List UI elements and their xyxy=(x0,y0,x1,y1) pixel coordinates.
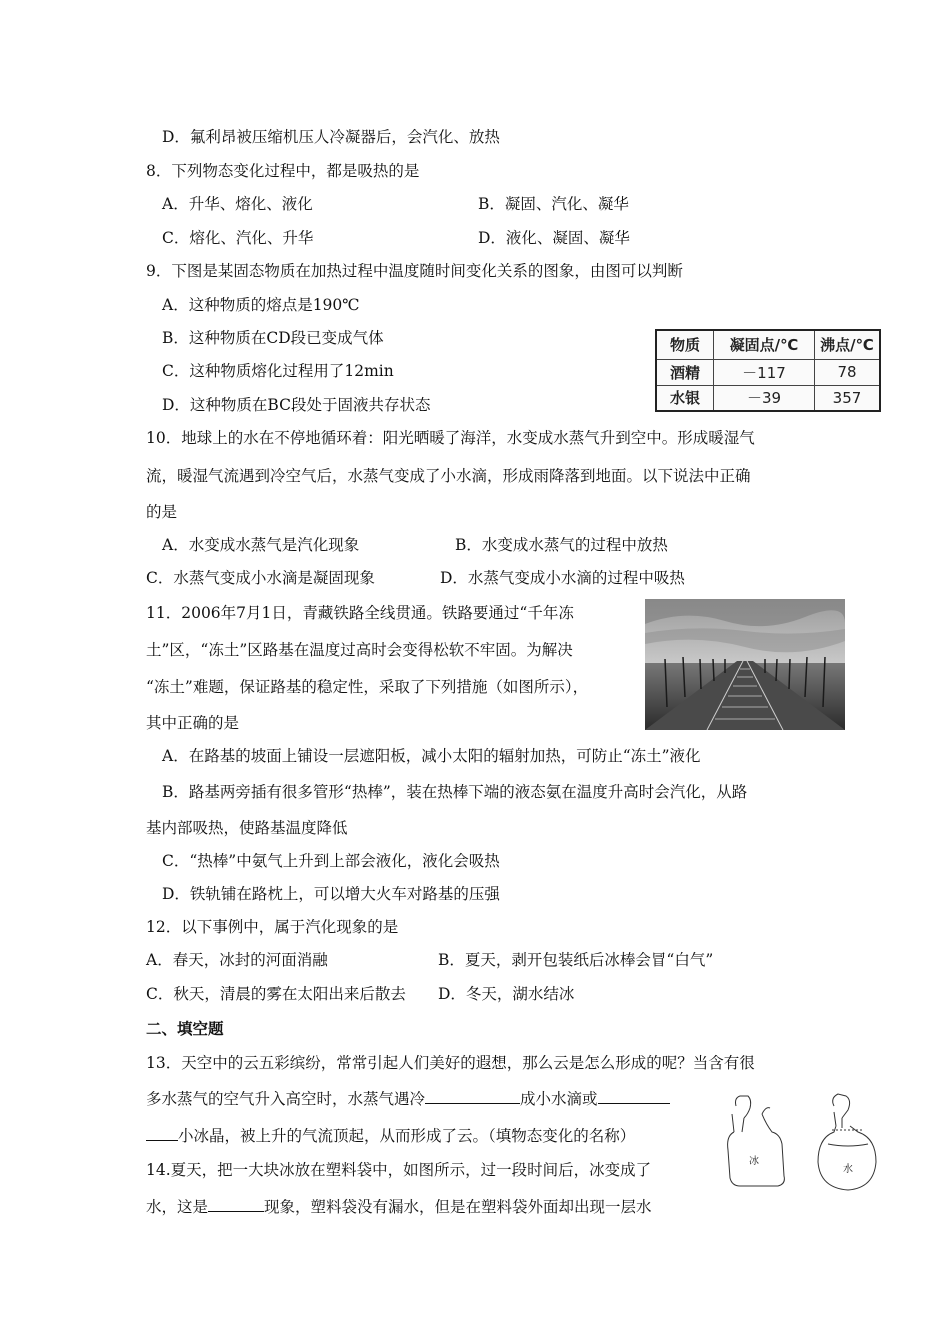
q8-option-c: C．熔化、汽化、升华 xyxy=(162,229,314,247)
q11-option-b-line-2: 基内部吸热，使路基温度降低 xyxy=(146,819,348,837)
q12-option-a: A．春天，冰封的河面消融 xyxy=(146,951,328,969)
q14-line-2 xyxy=(146,1197,652,1217)
table-cell: 357 xyxy=(815,385,881,411)
q14-line-1: 14.夏天，把一大块冰放在塑料袋中，如图所示，过一段时间后，冰变成了 xyxy=(146,1161,652,1179)
q7-option-d: D．氟利昂被压缩机压人冷凝器后，会汽化、放热 xyxy=(162,128,500,146)
q13-line-3 xyxy=(146,1126,635,1146)
q9-option-b: B．这种物质在CD段已变成气体 xyxy=(162,329,384,347)
q12-option-d: D．冬天，湖水结冰 xyxy=(438,985,575,1003)
q8-option-b: B．凝固、汽化、凝华 xyxy=(478,195,629,213)
table-header-freezing-point: 凝固点/℃ xyxy=(714,330,815,359)
q12-option-c: C．秋天，清晨的雾在太阳出来后散去 xyxy=(146,985,406,1003)
q11-option-b-line-1: B．路基两旁插有很多管形“热棒”，装在热棒下端的液态氨在温度升高时会汽化，从路 xyxy=(162,783,748,801)
q12-stem: 12．以下事例中，属于汽化现象的是 xyxy=(146,918,399,936)
q10-line-2: 流，暖湿气流遇到冷空气后，水蒸气变成了小水滴，形成雨降落到地面。以下说法中正确 xyxy=(146,467,751,485)
answer-blank[interactable] xyxy=(598,1089,670,1104)
q10-option-b: B．水变成水蒸气的过程中放热 xyxy=(455,536,668,554)
q11-option-a: A．在路基的坡面上铺设一层遮阳板，减小太阳的辐射加热，可防止“冻土”液化 xyxy=(162,747,701,765)
q8-option-a: A．升华、熔化、液化 xyxy=(162,195,313,213)
answer-blank[interactable] xyxy=(208,1197,264,1212)
q14-line-2-rest: 现象，塑料袋没有漏水，但是在塑料袋外面却出现一层水 xyxy=(264,1198,652,1216)
table-header-substance: 物质 xyxy=(656,330,714,359)
water-label: 水 xyxy=(843,1164,853,1175)
q10-line-1: 10．地球上的水在不停地循环着：阳光晒暖了海洋，水变成水蒸气升到空中。形成暖湿气 xyxy=(146,429,755,447)
ice-label: 冰 xyxy=(749,1156,759,1167)
q13-line-1: 13．天空中的云五彩缤纷，常常引起人们美好的遐想，那么云是怎么形成的呢？当含有很 xyxy=(146,1054,755,1072)
table-header-boiling-point: 沸点/℃ xyxy=(815,330,881,359)
table-cell: －39 xyxy=(714,385,815,411)
q11-line-1: 11．2006年7月1日，青藏铁路全线贯通。铁路要通过“千年冻 xyxy=(146,604,574,622)
table-cell: －117 xyxy=(714,359,815,385)
q11-option-c: C．“热棒”中氨气上升到上部会液化，液化会吸热 xyxy=(162,852,500,870)
q8-stem: 8．下列物态变化过程中，都是吸热的是 xyxy=(146,162,420,180)
q11-option-d: D．铁轨铺在路枕上，可以增大火车对路基的压强 xyxy=(162,885,500,903)
q9-option-c: C．这种物质熔化过程用了12min xyxy=(162,362,394,380)
q11-line-3: “冻土”难题，保证路基的稳定性，采取了下列措施（如图所示）， xyxy=(146,678,589,696)
q10-option-c: C．水蒸气变成小水滴是凝固现象 xyxy=(146,569,375,587)
q10-line-3: 的是 xyxy=(146,503,178,521)
q9-option-a: A．这种物质的熔点是190℃ xyxy=(162,296,360,314)
q9-stem: 9．下图是某固态物质在加热过程中温度随时间变化关系的图象，由图可以判断 xyxy=(146,262,683,280)
q10-option-d: D．水蒸气变成小水滴的过程中吸热 xyxy=(440,569,685,587)
q13-line-3-text: 小冰晶，被上升的气流顶起，从而形成了云。（填物态变化的名称） xyxy=(178,1127,636,1145)
table-cell: 78 xyxy=(815,359,881,385)
q11-line-2: 土”区，“冻土”区路基在温度过高时会变得松软不牢固。为解决 xyxy=(146,641,573,659)
railway-photo xyxy=(645,599,845,730)
q13-line-2-mid: 成小水滴或 xyxy=(520,1090,598,1108)
answer-blank[interactable] xyxy=(425,1089,520,1104)
q14-line-2-start: 水，这是 xyxy=(146,1198,209,1216)
melting-boiling-table xyxy=(655,329,881,412)
q13-line-2 xyxy=(146,1089,670,1109)
q11-line-4: 其中正确的是 xyxy=(146,714,240,732)
q8-option-d: D．液化、凝固、凝华 xyxy=(478,229,630,247)
q10-option-a: A．水变成水蒸气是汽化现象 xyxy=(162,536,360,554)
q12-option-b: B．夏天，剥开包装纸后冰棒会冒“白气” xyxy=(438,951,714,969)
table-cell: 酒精 xyxy=(656,359,714,385)
answer-blank[interactable] xyxy=(146,1126,178,1141)
q9-option-d: D．这种物质在BC段处于固液共存状态 xyxy=(162,396,431,414)
table-cell: 水银 xyxy=(656,385,714,411)
q13-line-2-start: 多水蒸气的空气升入高空时，水蒸气遇冷 xyxy=(146,1090,426,1108)
section-title: 二、填空题 xyxy=(146,1020,224,1038)
ice-bag-figure xyxy=(722,1092,892,1204)
